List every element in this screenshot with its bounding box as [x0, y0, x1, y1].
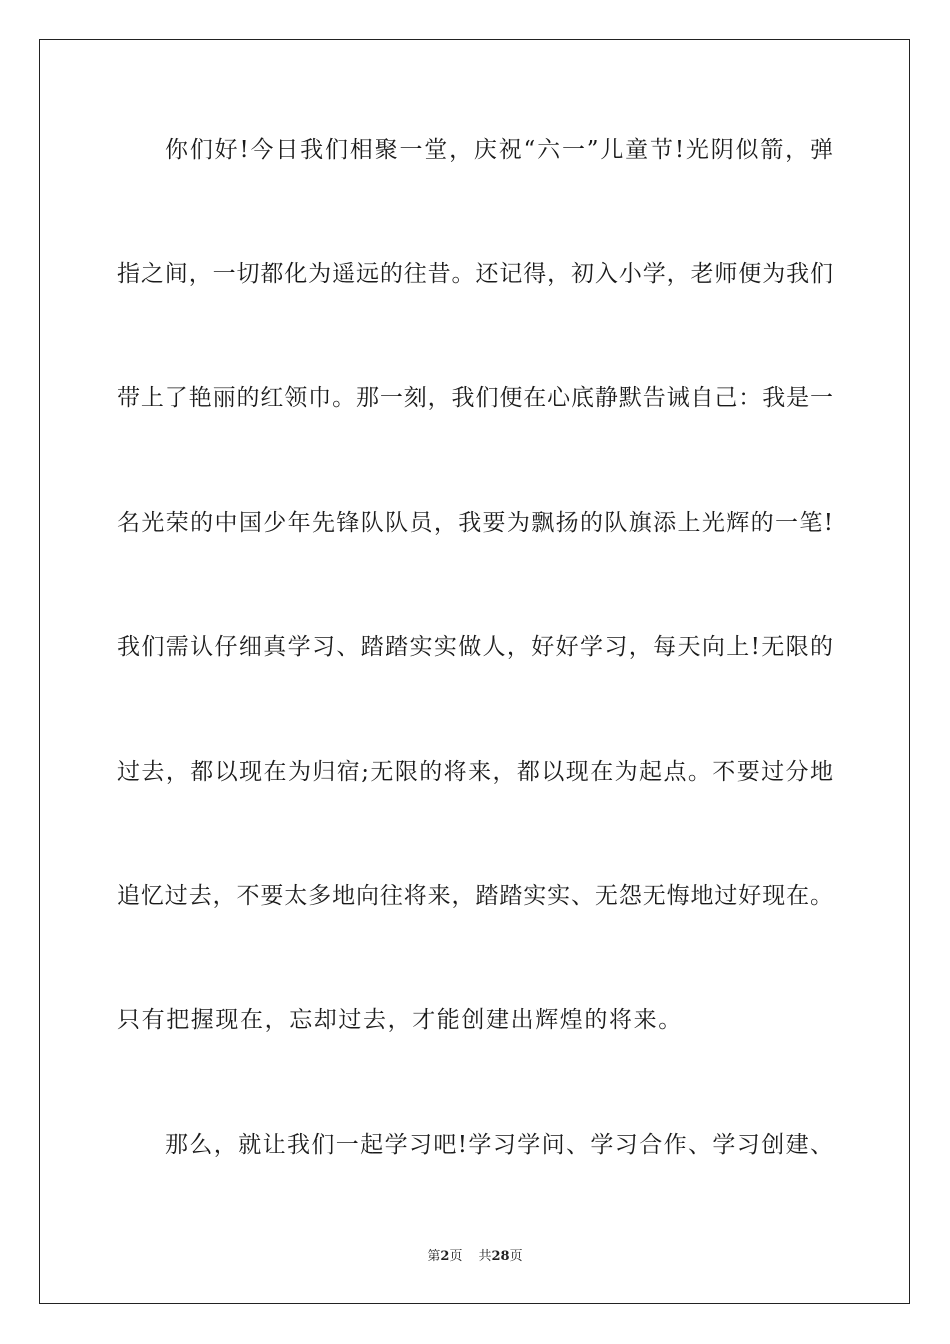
- paragraph-2-line-1: 那么，就让我们一起学习吧!学习学问、学习合作、学习创建、: [165, 1132, 833, 1158]
- paragraph-1-line-6: 过去，都以现在为归宿;无限的将来，都以现在为起点。不要过分地: [117, 759, 833, 785]
- footer-total-suffix: 页: [509, 1249, 523, 1264]
- page-border: [39, 39, 910, 1304]
- paragraph-1-line-1: 你们好!今日我们相聚一堂，庆祝“六一”儿童节!光阴似箭，弹: [165, 137, 833, 163]
- paragraph-1-line-7: 追忆过去，不要太多地向往将来，踏踏实实、无怨无悔地过好现在。: [117, 883, 833, 909]
- paragraph-1-line-4: 名光荣的中国少年先锋队队员，我要为飘扬的队旗添上光辉的一笔!: [117, 510, 833, 536]
- footer-total-prefix: 共: [478, 1249, 492, 1264]
- footer-page-prefix: 第: [427, 1249, 441, 1264]
- page-footer: [0, 1248, 950, 1266]
- footer-page-suffix: 页: [449, 1249, 463, 1264]
- paragraph-1-line-2: 指之间，一切都化为遥远的往昔。还记得，初入小学，老师便为我们: [117, 261, 833, 287]
- paragraph-1-line-8: 只有把握现在，忘却过去，才能创建出辉煌的将来。: [117, 1007, 683, 1033]
- paragraph-1-line-3: 带上了艳丽的红领巾。那一刻，我们便在心底静默告诫自己：我是一: [117, 385, 833, 411]
- footer-total-pages: 28: [491, 1249, 510, 1264]
- footer-page-number: 2: [440, 1249, 450, 1264]
- paragraph-1-line-5: 我们需认仔细真学习、踏踏实实做人，好好学习，每天向上!无限的: [117, 634, 833, 660]
